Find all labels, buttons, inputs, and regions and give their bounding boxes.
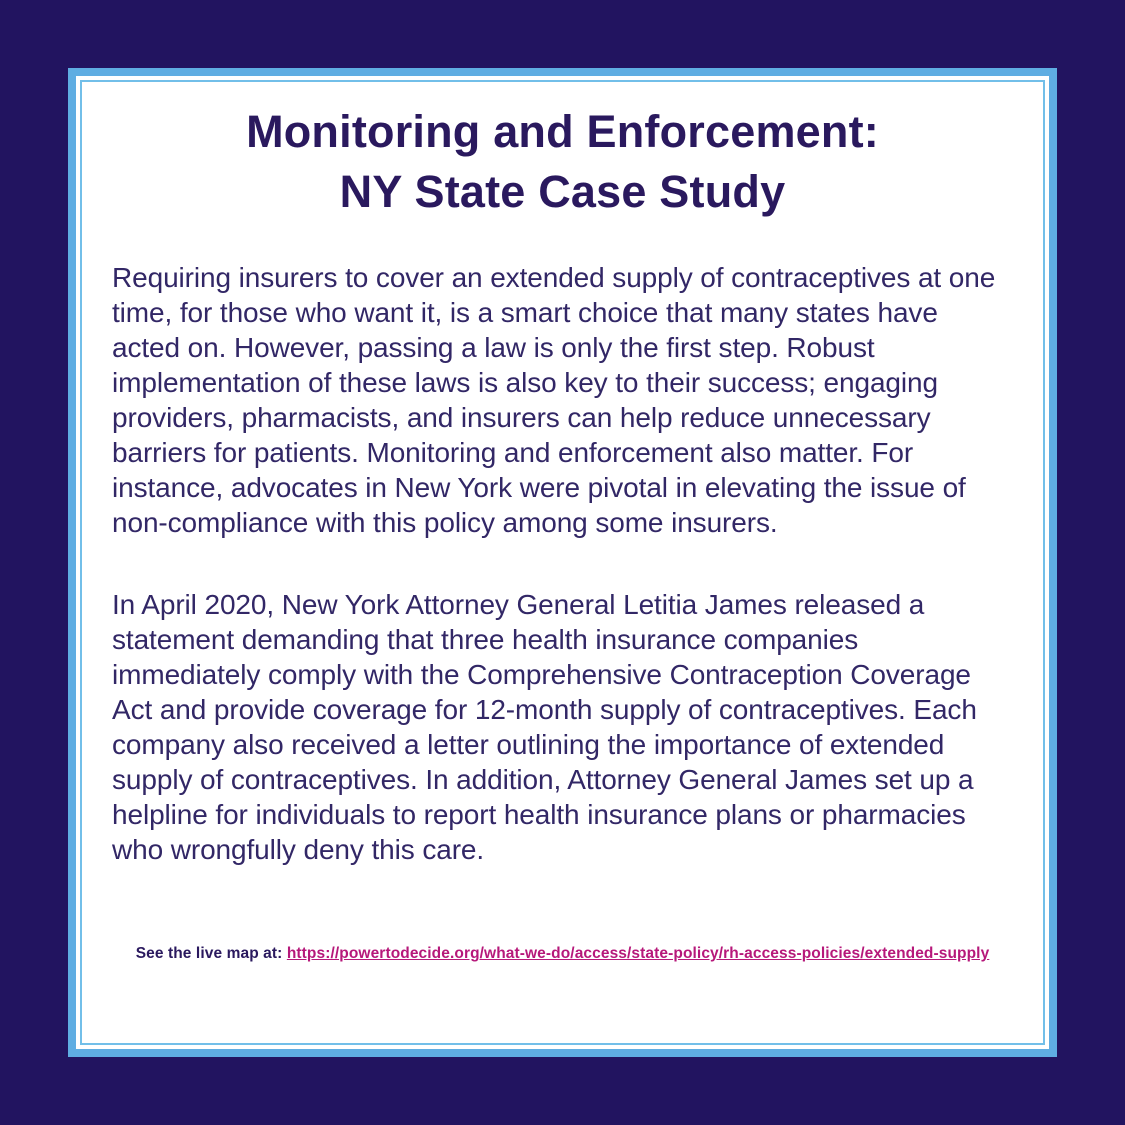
body-paragraph: In April 2020, New York Attorney General Letitia James released a statement demanding that three health insurance companies immediately comply with the Comprehensive Contraception Coverage Act and provide coverage for 12-month supply of contraceptives. Each company also received a letter outlining the importance of extended supply of contraceptives. In addition, Attorney General James set up a helpline for individuals to report health insurance plans or pharmacies who wrongfully deny this care. — [112, 589, 977, 865]
page-title-line2: NY State Case Study — [339, 166, 786, 217]
page-title — [112, 102, 1013, 222]
footer-note — [76, 945, 1049, 963]
page-title-line1: Monitoring and Enforcement: — [246, 106, 879, 157]
card-content — [76, 76, 1049, 1049]
body-copy — [112, 260, 1013, 867]
live-map-link[interactable]: https://powertodecide.org/what-we-do/access/state-policy/rh-access-policies/extended-supply — [286, 945, 990, 962]
footer-label: See the live map at: — [135, 945, 283, 962]
body-paragraph: Requiring insurers to cover an extended supply of contraceptives at one time, for those who want it, is a smart choice that many states have acted on. However, passing a law is only the first step. Robust implementation of these laws is also key to their success; engaging providers, pharmacists, and insurers can help reduce unnecessary barriers for patients. Monitoring and enforcement also matter. For instance, advocates in New York were pivotal in elevating the issue of non-compliance with this policy among some insurers. — [112, 262, 996, 538]
case-study-card — [68, 68, 1057, 1057]
